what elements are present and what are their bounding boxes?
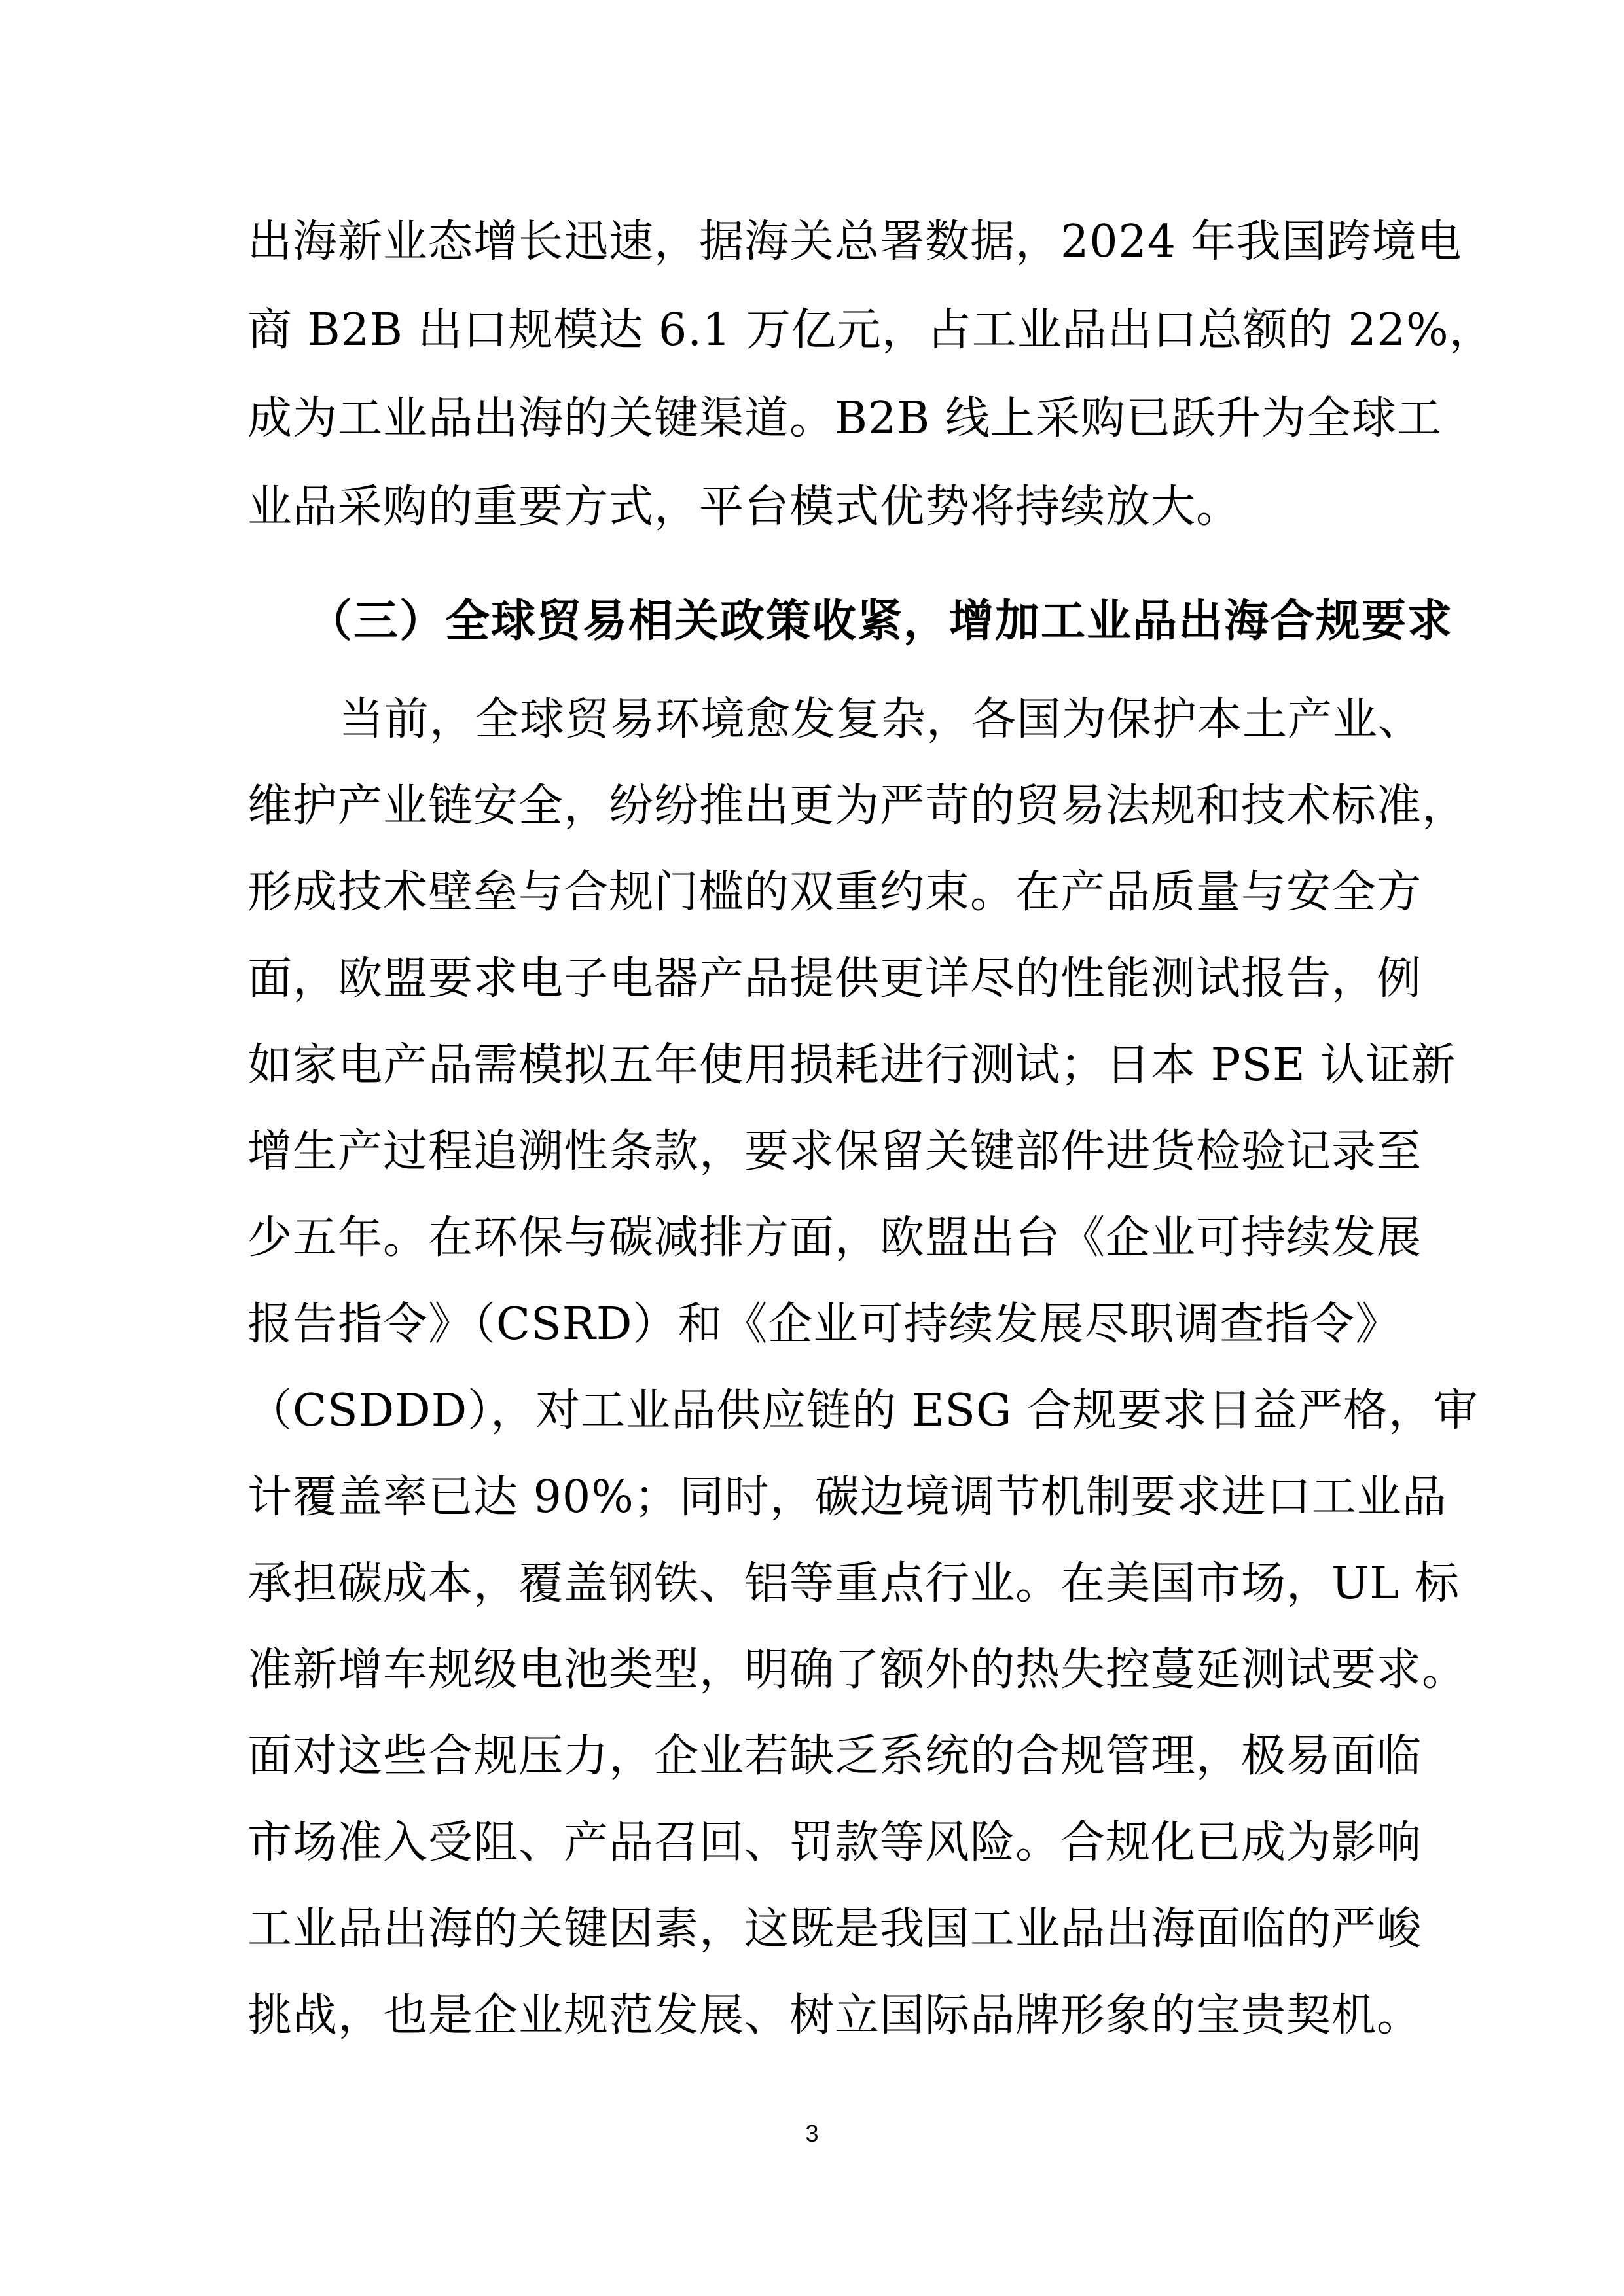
body-text-line: 维护产业链安全，纷纷推出更为严苛的贸易法规和技术标准， [247,780,1468,832]
body-text-line: （CSDDD），对工业品供应链的 ESG 合规要求日益严格，审 [247,1385,1479,1437]
body-text-line: 面对这些合规压力，企业若缺乏系统的合规管理，极易面临 [247,1731,1422,1782]
body-text-line: 形成技术壁垒与合规门槛的双重约束。在产品质量与安全方 [247,867,1422,918]
body-text-line: 报告指令》（CSRD）和《企业可持续发展尽职调查指令》 [247,1299,1401,1350]
body-text-line: 增生产过程追溯性条款，要求保留关键部件进货检验记录至 [247,1126,1422,1177]
body-text-line: 成为工业品出海的关键渠道。B2B 线上采购已跃升为全球工 [247,393,1442,444]
body-text-line: 少五年。在环保与碳减排方面，欧盟出台《企业可持续发展 [247,1212,1422,1264]
body-text-line: 承担碳成本，覆盖钢铁、铝等重点行业。在美国市场，UL 标 [247,1558,1460,1609]
body-text-line: 市场准入受阻、产品召回、罚款等风险。合规化已成为影响 [247,1817,1422,1869]
body-text-line: 商 B2B 出口规模达 6.1 万亿元，占工业品出口总额的 22%， [247,304,1494,356]
body-text-line: 挑战，也是企业规范发展、树立国际品牌形象的宝贵契机。 [247,1990,1422,2041]
body-text-line: 计覆盖率已达 90%；同时，碳边境调节机制要求进口工业品 [247,1471,1447,1523]
body-text-line: 当前，全球贸易环境愈发复杂，各国为保护本土产业、 [339,694,1424,745]
body-text-line: 准新增车规级电池类型，明确了额外的热失控蔓延测试要求。 [247,1644,1468,1696]
page-number: 3 [805,2120,819,2147]
body-text-line: 如家电产品需模拟五年使用损耗进行测试；日本 PSE 认证新 [247,1039,1456,1091]
section-heading: （三）全球贸易相关政策收紧，增加工业品出海合规要求 [308,596,1454,647]
body-text-line: 业品采购的重要方式，平台模式优势将持续放大。 [247,481,1242,533]
body-text-line: 工业品出海的关键因素，这既是我国工业品出海面临的严峻 [247,1903,1422,1955]
body-text-line: 出海新业态增长迅速，据海关总署数据，2024 年我国跨境电 [247,216,1462,268]
body-text-line: 面，欧盟要求电子电器产品提供更详尽的性能测试报告，例 [247,953,1422,1005]
